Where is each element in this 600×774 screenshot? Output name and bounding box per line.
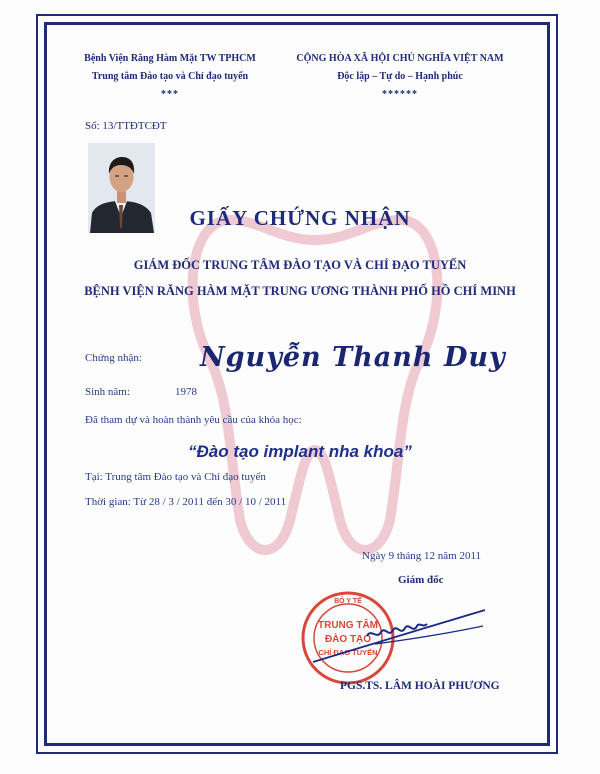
signer-name: PGS.TS. LÂM HOÀI PHƯƠNG bbox=[340, 680, 500, 692]
stamp-line-2: ĐÀO TẠO bbox=[324, 634, 372, 645]
stamp-line-3: CHỈ ĐẠO TUYẾN bbox=[318, 648, 378, 657]
period-text: Thời gian: Từ 28 / 3 / 2011 đến 30 / 10 / 2011 bbox=[85, 496, 287, 508]
handwritten-signature bbox=[305, 600, 490, 670]
birth-year-value: 1978 bbox=[175, 386, 197, 398]
center-name: Trung tâm Đào tạo và Chỉ đạo tuyến bbox=[91, 71, 249, 82]
signature-date: Ngày 9 tháng 12 năm 2011 bbox=[362, 550, 482, 562]
header-left-stars: *** bbox=[161, 89, 179, 100]
birth-year-label: Sinh năm: bbox=[85, 386, 130, 398]
certificate-title: GIẤY CHỨNG NHẬN bbox=[189, 206, 411, 230]
hospital-name: Bệnh Viện Răng Hàm Mặt TW TPHCM bbox=[84, 53, 256, 64]
stamp-top-text: BỘ Y TẾ bbox=[334, 598, 362, 605]
signer-role: Giám đốc bbox=[398, 574, 444, 586]
header-right-stars: ****** bbox=[382, 89, 418, 100]
completed-text: Đã tham dự và hoàn thành yêu cầu của khóa học: bbox=[85, 414, 302, 426]
header-right bbox=[285, 50, 515, 104]
issuer-line-1: GIÁM ĐỐC TRUNG TÂM ĐÀO TẠO VÀ CHỈ ĐẠO TUYẾN bbox=[133, 258, 467, 272]
course-name: “Đào tạo implant nha khoa” bbox=[188, 442, 412, 461]
document-number: Số: 13/TTĐTCĐT bbox=[85, 120, 167, 132]
issuer-line-2: BỆNH VIỆN RĂNG HÀM MẶT TRUNG ƯƠNG THÀNH PHỐ HỒ CHÍ MINH bbox=[84, 284, 516, 298]
location-text: Tại: Trung tâm Đào tạo và Chỉ đạo tuyến bbox=[85, 471, 266, 483]
stamp-line-1: TRUNG TÂM bbox=[318, 620, 378, 631]
recipient-name: Nguyễn Thanh Duy bbox=[200, 342, 506, 373]
certify-label: Chứng nhận: bbox=[85, 352, 142, 364]
country-name: CỘNG HÒA XÃ HỘI CHỦ NGHĨA VIỆT NAM bbox=[296, 53, 504, 64]
header-left bbox=[70, 50, 270, 104]
country-motto: Độc lập – Tự do – Hạnh phúc bbox=[337, 71, 463, 82]
